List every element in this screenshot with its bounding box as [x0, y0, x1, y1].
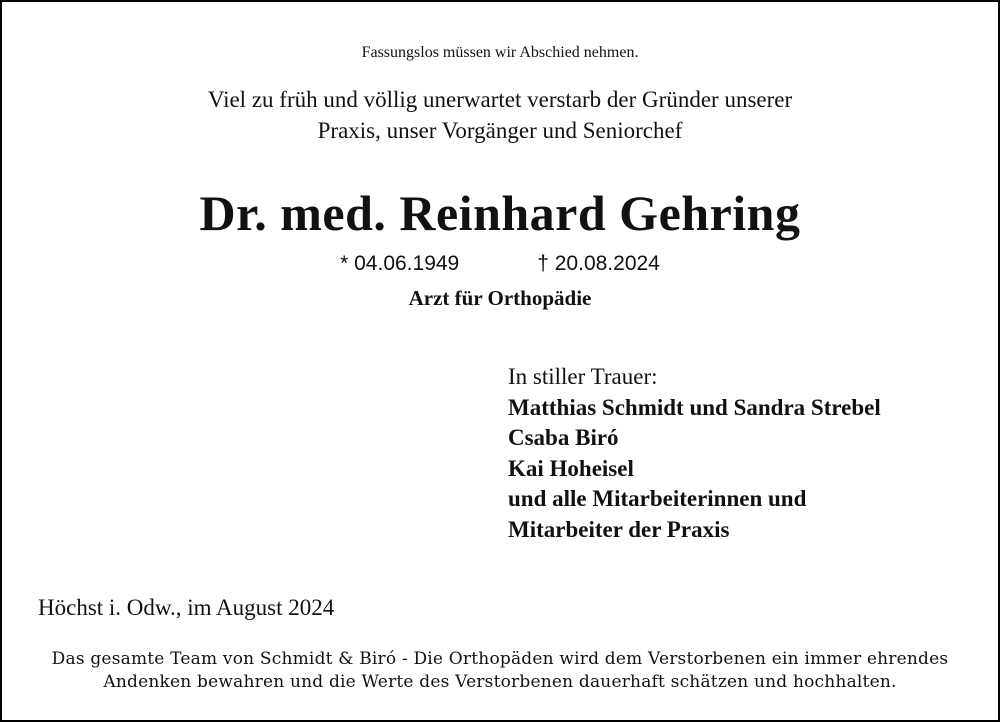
closing-line-2: Andenken bewahren und die Werte des Verstorbenen dauerhaft schätzen und hochhalten.: [103, 672, 897, 692]
mourner-name: Kai Hoheisel: [508, 455, 634, 481]
place-and-date: Höchst i. Odw., im August 2024: [38, 595, 335, 620]
deceased-name: Dr. med. Reinhard Gehring: [199, 185, 801, 241]
profession: Arzt für Orthopädie: [408, 286, 592, 310]
mourner-name: Mitarbeiter der Praxis: [508, 516, 730, 542]
lead-text: [2, 84, 998, 146]
mourner-name: Csaba Biró: [508, 425, 619, 450]
closing-text: [2, 648, 998, 694]
mourners-label: In stiller Trauer:: [508, 364, 658, 389]
mourner-name: Matthias Schmidt und Sandra Strebel: [508, 394, 881, 420]
mourners-block: [508, 362, 881, 545]
birth-date: * 04.06.1949: [340, 252, 460, 275]
death-date: † 20.08.2024: [537, 252, 660, 275]
lead-line-2: Praxis, unser Vorgänger und Seniorchef: [317, 118, 683, 143]
life-dates: [2, 252, 998, 276]
mourner-name: und alle Mitarbeiterinnen und: [508, 486, 807, 511]
closing-line-1: Das gesamte Team von Schmidt & Biró - Die Orthopäden wird dem Verstorbenen ein immer ehrendes: [51, 649, 949, 669]
lead-line-1: Viel zu früh und völlig unerwartet verstarb der Gründer unserer: [207, 87, 793, 112]
intro-text: Fassungslos müssen wir Abschied nehmen.: [361, 44, 639, 61]
